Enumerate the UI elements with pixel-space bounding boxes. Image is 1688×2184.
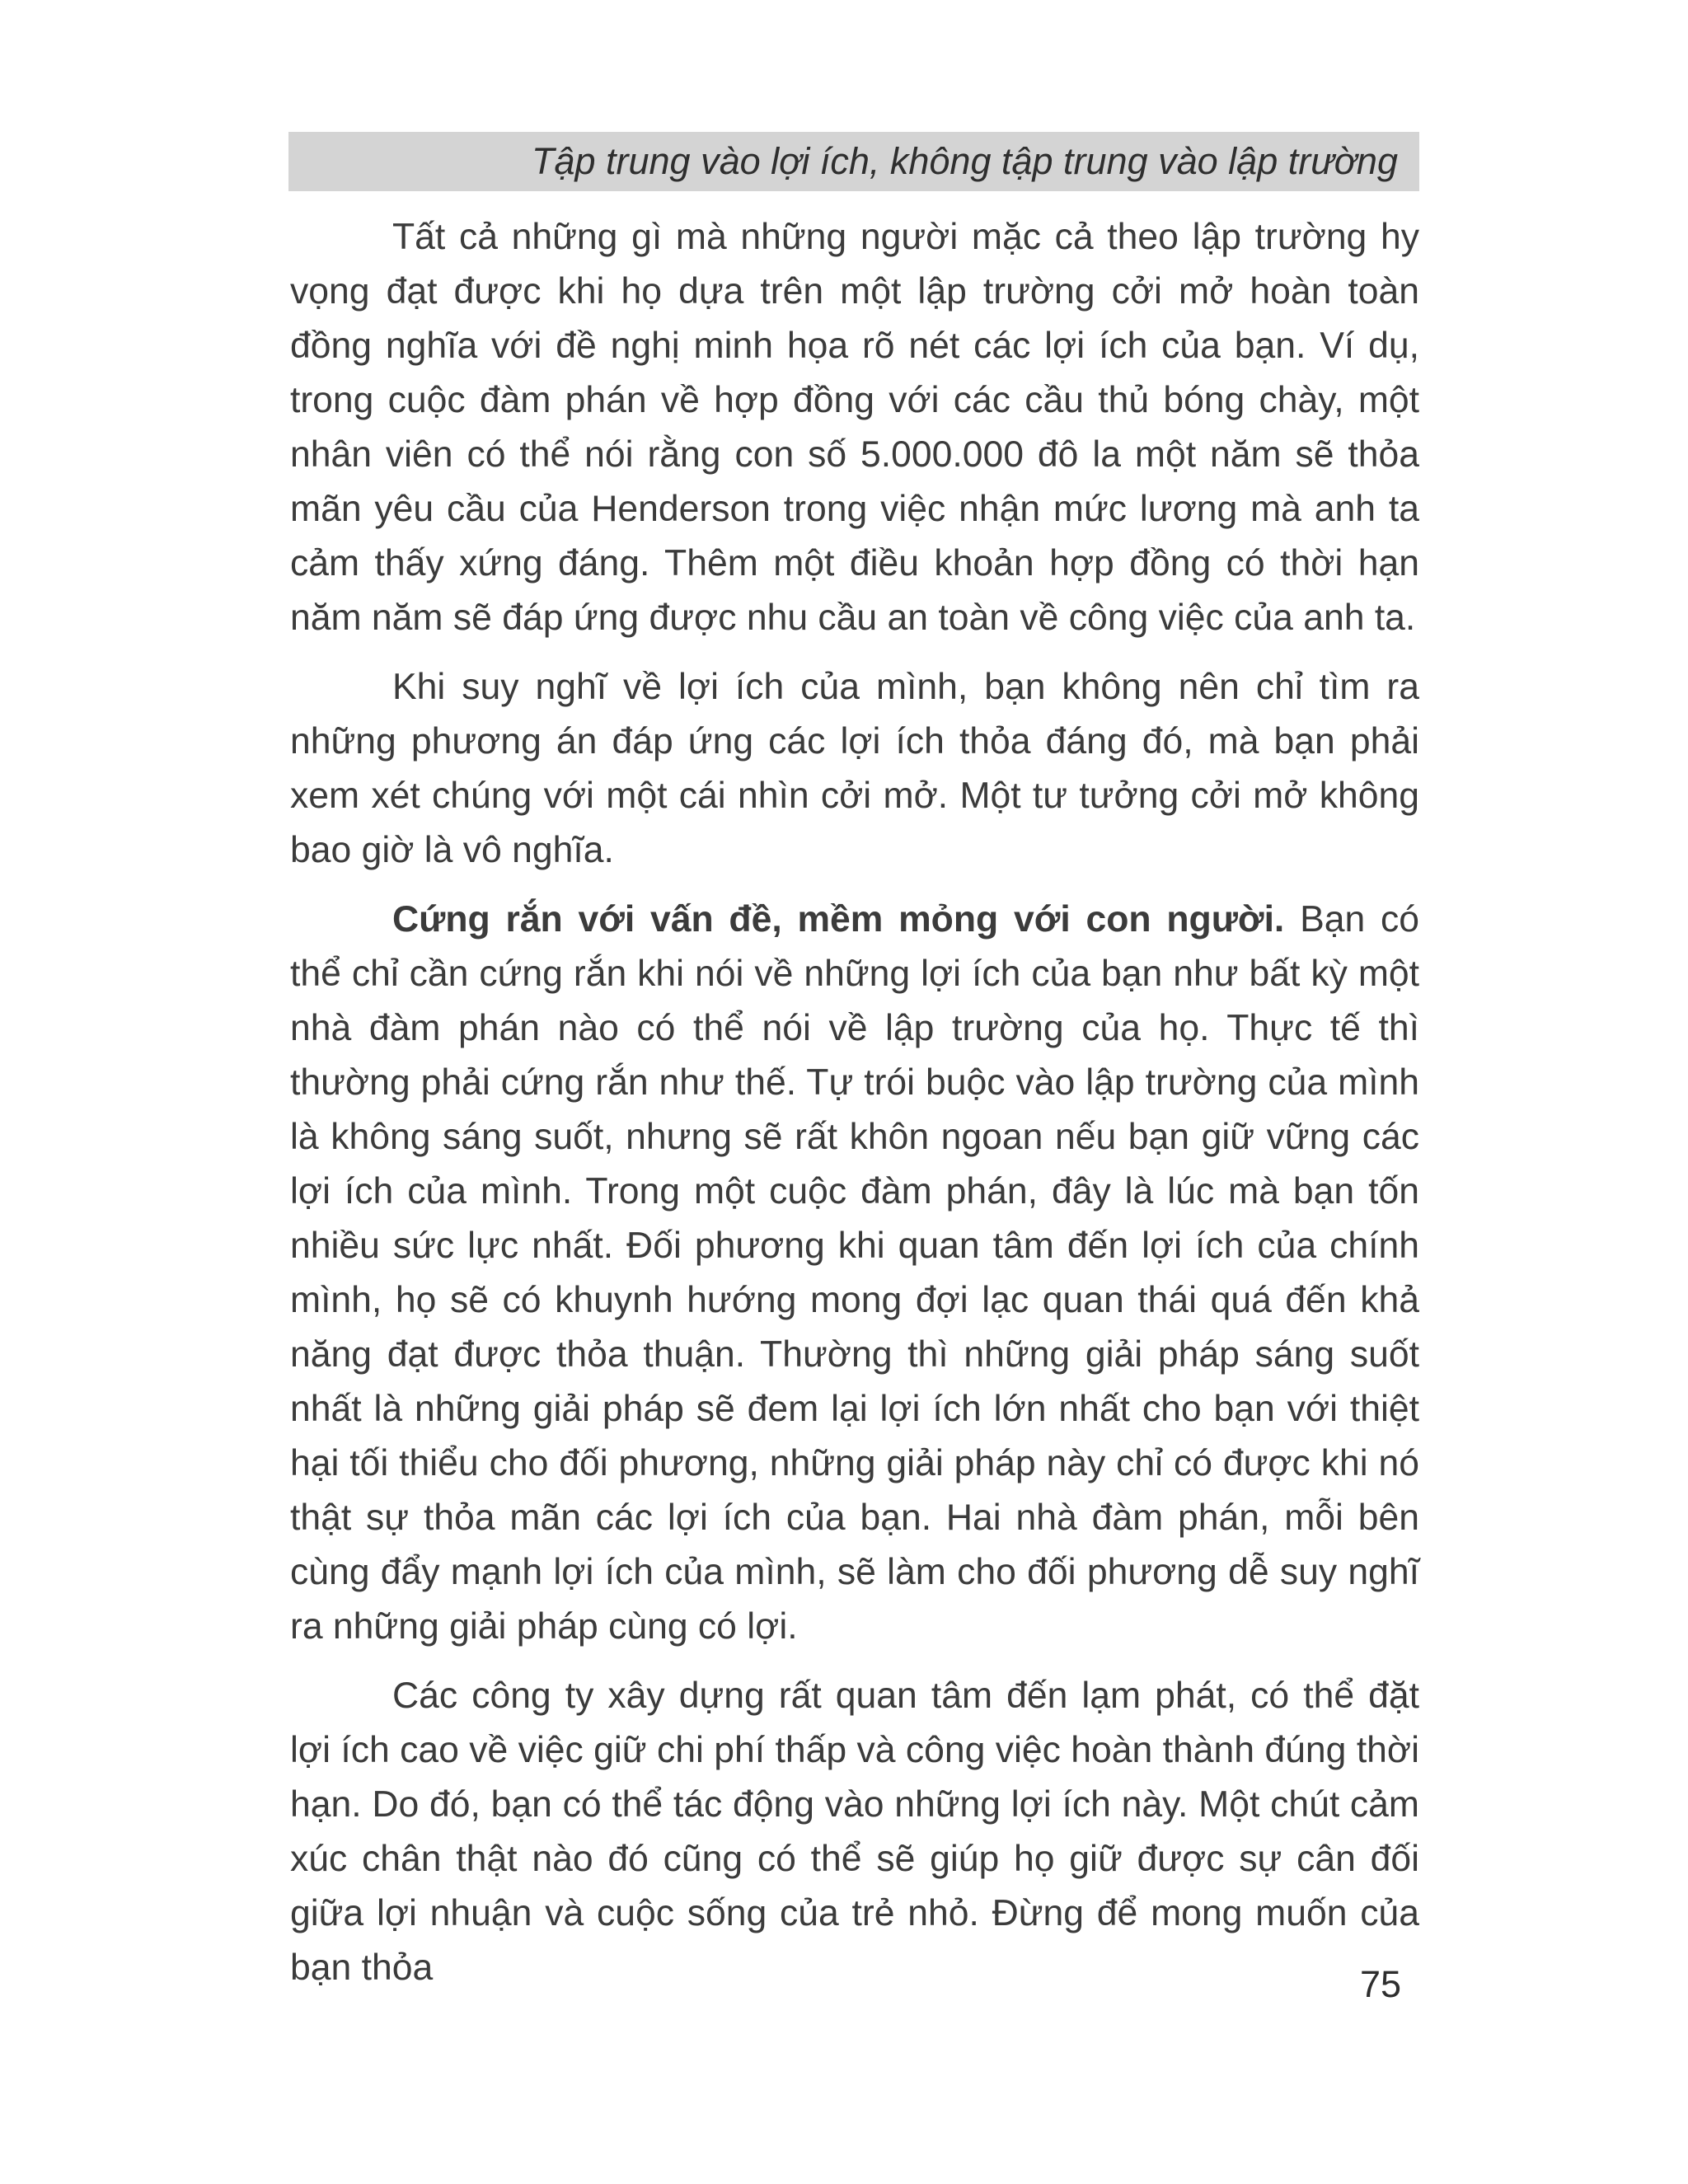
page-number: 75 xyxy=(1359,1963,1401,2005)
running-header-title: Tập trung vào lợi ích, không tập trung vào lập trường xyxy=(531,140,1398,182)
paragraph-4-text: Các công ty xây dựng rất quan tâm đến lạm phát, có thể đặt lợi ích cao về việc giữ chi phí thấp và công việc hoàn thành đúng thời hạn. Do đó, bạn có thể tác động vào những lợi ích này. Một chút cảm xúc chân thật nào đó cũng có thể sẽ giúp họ giữ được sự cân đối giữa lợi nhuận và cuộc sống của trẻ nhỏ. Đừng để mong muốn của bạn thỏa xyxy=(290,1675,1419,1988)
paragraph-3-lead-heading: Cứng rắn với vấn đề, mềm mỏng với con người. xyxy=(392,899,1285,940)
body-text xyxy=(290,210,1419,2010)
paragraph-1 xyxy=(290,210,1419,645)
paragraph-3-text: Bạn có thể chỉ cần cứng rắn khi nói về những lợi ích của bạn như bất kỳ một nhà đàm phán nào có thể nói về lập trường của họ. Thực tế thì thường phải cứng rắn như thế. Tự trói buộc vào lập trường của mình là không sáng suốt, nhưng sẽ rất khôn ngoan nếu bạn giữ vững các lợi ích của mình. Trong một cuộc đàm phán, đây là lúc mà bạn tốn nhiều sức lực nhất. Đối phương khi quan tâm đến lợi ích của chính mình, họ sẽ có khuynh hướng mong đợi lạc quan thái quá đến khả năng đạt được thỏa thuận. Thường thì những giải pháp sáng suốt nhất là những giải pháp sẽ đem lại lợi ích lớn nhất cho bạn với thiệt hại tối thiểu cho đối phương, những giải pháp này chỉ có được khi nó thật sự thỏa mãn các lợi ích của bạn. Hai nhà đàm phán, mỗi bên cùng đẩy mạnh lợi ích của mình, sẽ làm cho đối phương dễ suy nghĩ ra những giải pháp cùng có lợi. xyxy=(290,899,1419,1647)
paragraph-3 xyxy=(290,893,1419,1654)
running-header xyxy=(288,132,1419,191)
paragraph-4 xyxy=(290,1669,1419,1995)
paragraph-2 xyxy=(290,660,1419,878)
paragraph-2-text: Khi suy nghĩ về lợi ích của mình, bạn không nên chỉ tìm ra những phương án đáp ứng các lợi ích thỏa đáng đó, mà bạn phải xem xét chúng với một cái nhìn cởi mở. Một tư tưởng cởi mở không bao giờ là vô nghĩa. xyxy=(290,667,1419,870)
paragraph-1-text: Tất cả những gì mà những người mặc cả theo lập trường hy vọng đạt được khi họ dựa trên một lập trường cởi mở hoàn toàn đồng nghĩa với đề nghị minh họa rõ nét các lợi ích của bạn. Ví dụ, trong cuộc đàm phán về hợp đồng với các cầu thủ bóng chày, một nhân viên có thể nói rằng con số 5.000.000 đô la một năm sẽ thỏa mãn yêu cầu của Henderson trong việc nhận mức lương mà anh ta cảm thấy xứng đáng. Thêm một điều khoản hợp đồng có thời hạn năm năm sẽ đáp ứng được nhu cầu an toàn về công việc của anh ta. xyxy=(290,217,1419,638)
